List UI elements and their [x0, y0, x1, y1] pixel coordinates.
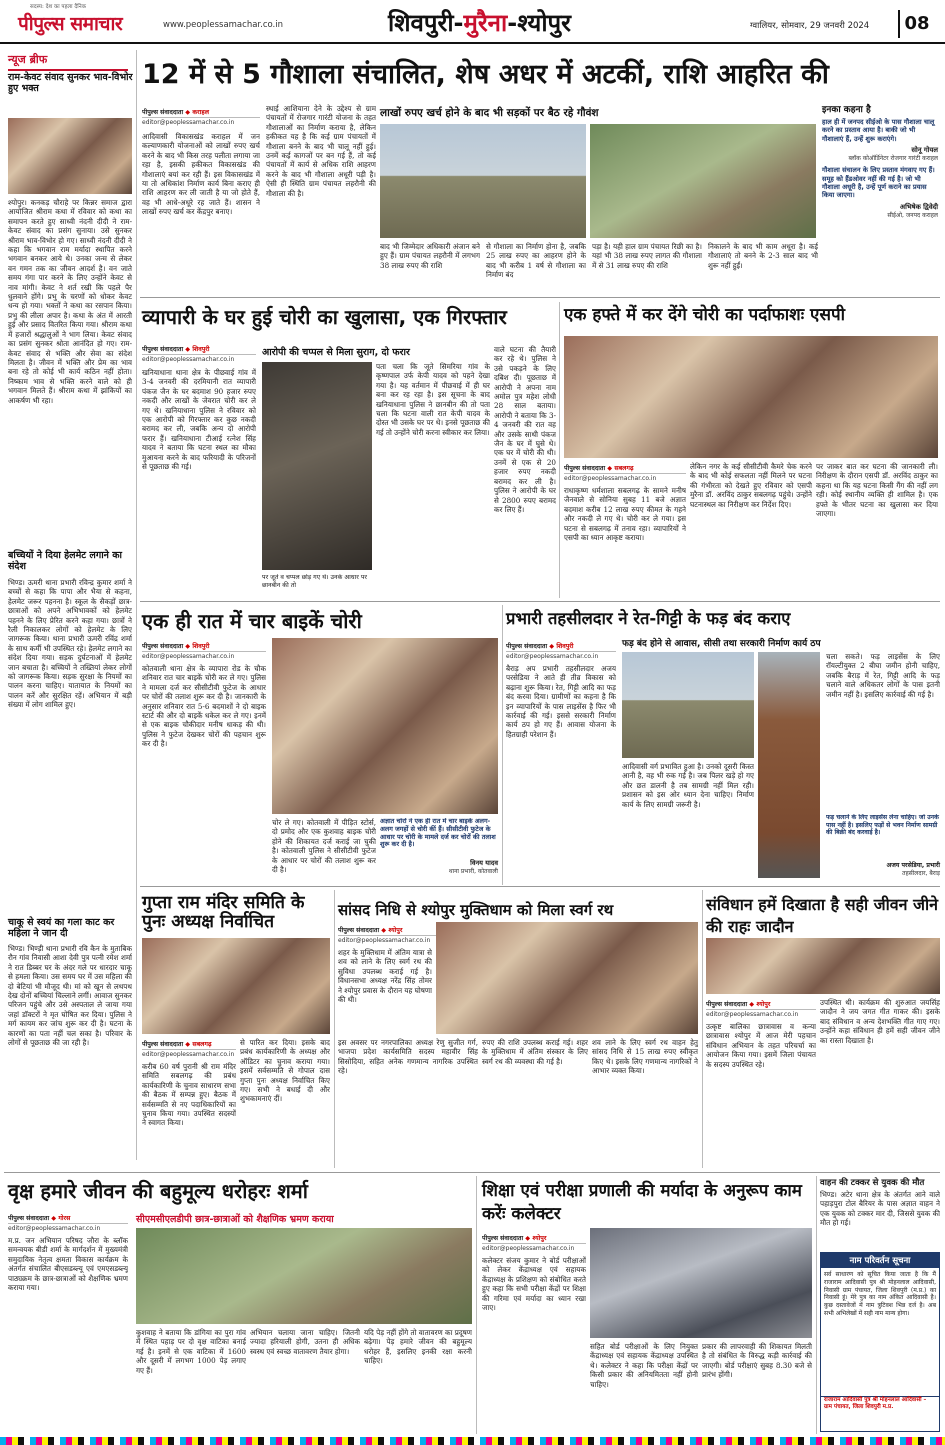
news-brief-label: न्यूज ब्रीफ: [8, 52, 128, 71]
color-registration-strip: [0, 1437, 945, 1445]
story7-byline-name: पीपुल्स संवाददाता: [338, 927, 380, 934]
notice-title: नाम परिवर्तन सूचना: [821, 1253, 939, 1268]
story1-subhead: लाखों रुपए खर्च होने के बाद भी सड़कों पर बैठ रहे गौवंश: [380, 107, 599, 119]
section-title-part-2: मुरैना: [463, 9, 508, 37]
divider-2: [140, 601, 940, 602]
story4-quote-name: विनय यादव: [470, 859, 498, 867]
story9-text-3: अभियान चलाया जाना चाहिए। जितनी ज्यादा हरियाली होगी, उतना ही अधिक स्वस्थ एवं स्वच्छ वातावरण तैयार होगा।: [250, 1328, 360, 1356]
story3-byline: पीपुल्स संवाददाता ◆ सबलगढ़ editor@peoplessamachar.co.in: [564, 462, 686, 483]
divider-v-2: [502, 605, 503, 885]
story2-byline-name: पीपुल्स संवाददाता: [142, 346, 184, 353]
story1-text-3: बाद भी जिम्मेदार अधिकारी अंजान बने हुए हैं। ग्राम पंचायत लहरौनी में लगभग 38 लाख रुपए की राशि: [380, 242, 480, 270]
story6-byline-place: सबलगढ़: [192, 1041, 212, 1048]
story1-text-2: स्थाई आशियाना देने के उद्देश्य से ग्राम पंचायतों में रोजगार गारंटी योजना के तहत गौशालाओं का निर्माण कराया है, लेकिन हकीकत यह है कि कई ग्राम पंचायतों में गौशाला बनने के बाद भी चालू नहीं हुई। उनमें कई कागजों पर बन गई हैं, तो कई पंचायतों में कार्य से अधिक राशि आहरण करने के बाद भी गौशाला अधूरी पड़ी है। ऐसी ही स्थिति ग्राम पंचायत लहरौनी की गौशाला की है।: [266, 104, 376, 198]
story5-quote-name: अजय परसेडिया, प्रभारी: [886, 862, 940, 869]
story1-headline: 12 में से 5 गौशाला संचालित, शेष अधर में अटकीं, राशि आहरित की: [142, 59, 829, 90]
story8-byline: पीपुल्स संवाददाता ◆ श्योपुर editor@peoplessamachar.co.in: [706, 998, 816, 1019]
story5-quote-box: [826, 814, 940, 882]
story1-right-label: इनका कहना है: [822, 105, 871, 115]
story10-byline-name: पीपुल्स संवाददाता: [482, 1235, 524, 1242]
story4-caption-text: अज्ञात चोरों ने एक ही रात में चार बाइकें अलग-अलग जगहों से चोरी कीं हैं। सीसीटीवी फुटेज के आधार पर चोरी के मामले दर्ज कर चोरों की तलाश शुरू कर दी है।: [380, 818, 496, 849]
story8-photo: [706, 938, 940, 994]
story4-photo: [272, 638, 498, 814]
story1-byline-name: पीपुल्स संवाददाता: [142, 109, 184, 116]
story9-photo: [136, 1228, 472, 1324]
dateline: ग्वालियर, सोमवार, 29 जनवरी 2024: [750, 21, 870, 31]
story8-byline-place: श्योपुर: [756, 1001, 771, 1008]
story3-byline-name: पीपुल्स संवाददाता: [564, 465, 606, 472]
story5-text-2: आदिवासी वर्ग प्रभावित हुआ है। उनको दूसरी किस्त आनी है, वह भी रुक गई है। जब पिलर खड़े हो गए और छत डालनी है तब सामग्री नहीं मिल रही। प्रशासन को इस ओर ध्यान देना चाहिए। निर्माण कार्य के लिए सामग्री जरूरी है।: [622, 762, 754, 809]
story5-byline: पीपुल्स संवाददाता ◆ शिवपुरी editor@peoplessamachar.co.in: [506, 640, 616, 661]
story9-text-1: म.प्र. जन अभियान परिषद जौरा के ब्लॉक समन्वयक बीडी शर्मा के मार्गदर्शन में मुख्यमंत्री समुदायिक नेतृत्व क्षमता विकास कार्यक्रम के अंतर्गत संचालित बीएसडब्ल्यू एवं एमएसडब्ल्यू पाठ्यक्रम के छात्र-छात्राओं को शैक्षणिक भ्रमण कराया गया।: [8, 1236, 128, 1293]
story5-quote: फड़ चलाने के लिए लाइसेंस लेना चाहिए। जो उनके पास नहीं है। इसलिए फड़ों से भवन निर्माण सामग्री की बिक्री बंद करवाई है।: [826, 814, 939, 837]
story6-byline-name: पीपुल्स संवाददाता: [142, 1041, 184, 1048]
story7-email: editor@peoplessamachar.co.in: [338, 937, 431, 944]
story2-byline: पीपुल्स संवाददाता ◆ शिवपुरी editor@peoplessamachar.co.in: [142, 343, 256, 364]
notice-text: सर्व साधारण को सूचित किया जाता है कि मैं राजाराम आदिवासी पुत्र श्री मोहनलाल आदिवासी, निवासी ग्राम पंचायत, जिला शिवपुरी (म.प्र.) का निवासी हूं। मेरे पुत्र का नाम अंकित आदिवासी है। कुछ दस्तावेजों में नाम त्रुटिवश भिन्न दर्ज है। अब सभी अभिलेखों में सही नाम मान्य होगा।: [824, 1271, 936, 1317]
divider-3: [140, 886, 940, 887]
story1-email: editor@peoplessamachar.co.in: [142, 119, 235, 126]
story5-text-1: बैराड़ अप प्रभारी तहसीलदार अजय परसेडिया ने आते ही तीव्र विकास को बढ़ाना शुरू किया। रेत, गिट्टी आदि का फड़ बंद करवा दिया। ग्रामीणों का कहना है कि इन व्यापारियों के पास लाइसेंस है फिर भी कार्रवाई की गई। इससे सरकारी निर्माण कार्य ठप हो गए हैं। आवास योजना के हितग्राही परेशान हैं।: [506, 664, 616, 739]
story5-headline: प्रभारी तहसीलदार ने रेत-गिट्टी के फड़ बंद कराए: [506, 609, 791, 628]
logo: पीपुल्स समाचार: [18, 13, 123, 35]
left-column-divider: [136, 50, 137, 1160]
divider-v-1: [559, 302, 560, 598]
story2-text-1: खनियाधाना थाना क्षेत्र के पीछवाई गांव में 3-4 जनवरी की दरमियानी रात व्यापारी पंकज जैन के घर बदमाश 90 हजार रुपए नकदी और लाखों के जेवरात चोरी कर ले गए थे। खनियाधाना पुलिस ने रविवार को एक आरोपी को गिरफ्तार कर कुछ नकदी बरामद कर ली, जबकि अन्य दो आरोपी फरार हैं। खनियाधाना टीआई रत्नेश सिंह यादव ने बताया कि घटना स्थल का मौका मुआयना करने के बाद फरियादी के परिजनों से पूछताछ की गई।: [142, 368, 256, 472]
story10-email: editor@peoplessamachar.co.in: [482, 1245, 575, 1252]
story1-quote-1-role: ब्लॉक कोऑर्डिनेटर रोजगार गारंटी कराहल: [848, 155, 938, 163]
story8-text-2: उपस्थित थी। कार्यक्रम की शुरुआत जयसिंह जादौन ने जय जगत गीत गाकर की। इसके बाद संविधान व अन्य देशभक्ति गीत गाए गए। उन्होंने कहा संविधान ही हमें सही जीवन जीने का रास्ता दिखाता है।: [820, 998, 940, 1045]
story9-email: editor@peoplessamachar.co.in: [8, 1225, 101, 1232]
story8-text-1: उत्कृष्ट बालिका छात्रावास व कन्या छात्रावास श्योपुर में आज मेरी पहचान संविधान अभियान के तहत परिचर्चा का आयोजन किया गया। इसमें जिला पंचायत के सदस्य उपस्थित रहे।: [706, 1022, 816, 1069]
story1-quote-2-role: सीईओ, जनपद कराहल: [887, 211, 938, 219]
story2-headline: व्यापारी के घर हुई चोरी का खुलासा, एक गिरफ्तार: [142, 305, 507, 329]
story4-text-1: कोतवाली थाना क्षेत्र के व्यापारा रोड के चौक शनिवार रात चार बाइकें चोरी कर ले गए। पुलिस ने मामला दर्ज कर सीसीटीवी फुटेज के आधार पर चोरों की तलाश शुरू कर दी है। जानकारी के अनुसार शनिवार रात 5-6 बदमाशों ने दो बाइक स्टार्ट की और दो बाइकें धकेल कर ले गए। इनमें से एक बाइक चौकीदार मनीष धाकड़ की थी। पुलिस ने फुटेज देखकर चोरों की पहचान शुरू कर दी है।: [142, 664, 266, 749]
story10-photo: [590, 1228, 812, 1338]
story4-quote-role: थाना प्रभारी, कोतवाली: [448, 868, 498, 875]
divider-v-4: [702, 890, 703, 1168]
story1-quote-2: गौशाला संचालन के लिए प्रस्ताव मंगवाए गए हैं। समूह को हैंडओवर नहीं की गई है। जो भी गौशाला अधूरी है, उन्हें पूर्ण कराने का प्रयास किया जाएगा।: [822, 166, 935, 200]
story10-text-3: प्रकार की लापरवाही की शिकायत मिलती है तो संबंधित के विरुद्ध कड़ी कार्रवाई की जाएगी। बोर्ड परीक्षाएं सुबह 8.30 बजे से प्रारंभ होंगी।: [702, 1342, 812, 1380]
divider-v-5: [476, 1176, 477, 1434]
story10-headline: शिक्षा एवं परीक्षा प्रणाली की मर्यादा के अनुरूप काम करेंः कलेक्टर: [482, 1181, 802, 1224]
story9-text-2: कुशवाह ने बताया कि डांगिया का पुरा गांव में स्थित पहाड़ पर दो वृक्ष वाटिका बनाई गई है। इनमें से एक वाटिका में 1600 और दूसरी में लगभग 1000 पेड़ लगाए गए हैं।: [136, 1328, 246, 1375]
story10-byline: पीपुल्स संवाददाता ◆ श्योपुर editor@peoplessamachar.co.in: [482, 1232, 586, 1253]
story3-email: editor@peoplessamachar.co.in: [564, 475, 657, 482]
story3-text-3: पर जाकर बात कर घटना की जानकारी ली। निरीक्षण के दौरान एसपी डॉ. अरविंद ठाकुर का कहना था कि यह घटना किसी गैंग की नहीं लग रही। कोई स्थानीय व्यक्ति ही शामिल है। एक हफ्ते के भीतर घटना का खुलासा कर दिया जाएगा।: [816, 462, 938, 519]
logo-tag: सदस्य: देश का पहला दैनिक: [30, 4, 86, 10]
story5-byline-name: पीपुल्स संवाददाता: [506, 643, 548, 650]
page-number: 08: [898, 10, 934, 38]
story7-text-1: शहर के मुक्तिधाम में अंतिम यात्रा से शव को लाने के लिए स्वर्ग रथ की सुविधा उपलब्ध कराई गई है। विधानसभा अध्यक्ष नरेंद्र सिंह तोमर ने श्योपुर प्रवास के दौरान यह घोषणा की थी।: [338, 948, 432, 1005]
notice-footer: राजाराम आदिवासी पुत्र श्री मोहनलाल आदिवासी – ग्राम पंचायत, जिला शिवपुरी म.प्र.: [821, 1396, 939, 1411]
story9-byline: पीपुल्स संवाददाता ◆ गोरस editor@peoplessamachar.co.in: [8, 1212, 128, 1233]
brief-2-headline: बच्चियों ने दिया हेलमेट लगाने का संदेश: [8, 550, 122, 572]
story7-byline-place: श्योपुर: [388, 927, 403, 934]
story4-email: editor@peoplessamachar.co.in: [142, 653, 235, 660]
story6-photo: [142, 938, 330, 1034]
story3-photo: [564, 336, 938, 458]
story3-text-2: लेकिन नगर के कई सीसीटीवी कैमरे चेक करने के बाद भी कोई सफलता नहीं मिलने पर घटना की गंभीरता को देखते हुए रविवार को एसपी मुरैना डॉ. अरविंद ठाकुर सबलगढ़ पहुंचे। उन्होंने घटनास्थल का निरीक्षण कर निर्देश दिए।: [690, 462, 812, 509]
brief-1-headline: राम-केवट संवाद सुनकर भाव-विभोर हुए भक्त: [8, 72, 133, 94]
story9-subhead: सीएमसीएलडीपी छात्र-छात्राओं को शैक्षणिक भ्रमण कराया: [136, 1214, 334, 1225]
story7-text-2: इस अवसर पर नगरपालिका अध्यक्ष रेणु सुजीत गर्ग, भाजपा प्रदेश कार्यसमिति सदस्य महावीर सिंह सिसोदिया, सहित अनेक गणमान्य नागरिक उपस्थित रहे।: [338, 1038, 478, 1076]
section-title-part-3: -श्योपुर: [507, 9, 571, 37]
story2-text-3: वाले घटना की तैयारी कर रहे थे। पुलिस ने उसे पकड़ने के लिए दबिश दी। पूछताछ में आरोपी ने अपना नाम अमोल पुत्र महेश लोधी 28 साल बताया। आरोपी ने बताया कि 3-4 जनवरी की रात वह और उसके साथी पंकज जैन के घर में घुसे थे। एक घर में चोरी की थी। उनमें से एक से 20 हजार रुपए नकदी बरामद कर ली है। पुलिस ने आरोपी के घर से 2800 रुपए बरामद कर लिए हैं।: [494, 345, 556, 514]
story3-headline: एक हफ्ते में कर देंगे चोरी का पर्दाफाशः एसपी: [564, 305, 846, 325]
story5-text-3: चला सकते। फड़ लाइसेंस के लिए रॉयल्टीयुक्त 2 बीघा जमीन होनी चाहिए, जबकि बैराड़ में रेत, गिट्टी आदि के फड़ चलाने वाले अधिकतर लोगों के पास इतनी जमीन नहीं है। इसलिए कार्रवाई की गई है।: [826, 652, 940, 699]
name-change-notice: [820, 1252, 940, 1432]
story2-caption: पर जूते व चप्पल छोड़ गए थे। उनके आधार पर छानबीन की तो: [262, 574, 368, 589]
story6-text-2: से पारित कर दिया। इसके बाद प्रबंध कार्यकारिणी के अध्यक्ष और ऑडिटर का चुनाव कराया गया। इसमें सर्वसम्मति से गोपाल दास गुप्ता पुनः अध्यक्ष निर्वाचित किए गए। सभी ने बधाई दी और शुभकामनाएं दीं।: [240, 1038, 330, 1104]
story5-photo-2: [758, 652, 820, 878]
story4-byline-place: शिवपुरी: [192, 643, 210, 650]
story10-text-2: सहित बोर्ड परीक्षाओं के लिए नियुक्त केंद्राध्यक्ष एवं सहायक केंद्राध्यक्ष उपस्थित थे। कलेक्टर ने कहा कि परीक्षा केंद्रों पर किसी प्रकार की अनियमितता नहीं होनी चाहिए।: [590, 1342, 698, 1389]
story7-headline: सांसद निधि से श्योपुर मुक्तिधाम को मिला स्वर्ग रथ: [338, 901, 614, 919]
story7-byline: पीपुल्स संवाददाता ◆ श्योपुर editor@peoplessamachar.co.in: [338, 924, 478, 945]
story5-byline-place: शिवपुरी: [556, 643, 574, 650]
story11-headline: वाहन की टक्कर से युवक की मौत: [820, 1178, 925, 1188]
story2-subhead: आरोपी की चप्पल से मिला सुराग, दो फरार: [262, 347, 410, 358]
story9-byline-name: पीपुल्स संवाददाता: [8, 1215, 50, 1222]
story2-byline-place: शिवपुरी: [192, 346, 210, 353]
story8-email: editor@peoplessamachar.co.in: [706, 1011, 799, 1018]
story1-quotes-box: [822, 102, 938, 292]
divider-v-3: [334, 890, 335, 1168]
story10-text-1: कलेक्टर संजय कुमार ने बोर्ड परीक्षाओं को लेकर केंद्राध्यक्ष एवं सहायक केंद्राध्यक्ष के प्रशिक्षण को संबोधित करते हुए कहा कि सभी परीक्षा केंद्रों पर शिक्षा की गरिमा एवं मर्यादा का ध्यान रखा जाए।: [482, 1256, 586, 1313]
story8-byline-name: पीपुल्स संवाददाता: [706, 1001, 748, 1008]
story1-quote-1: हाल ही में जनपद सीईओ के पास गौशाला चालू करने का प्रस्ताव आया है। बाकी जो भी गौशालाएं हैं, उन्हें शुरू कराएंगे।: [822, 118, 935, 143]
masthead: [0, 0, 945, 44]
story9-headline: वृक्ष हमारे जीवन की बहुमूल्य धरोहरः शर्मा: [8, 1179, 308, 1203]
story4-text-2: चोर ले गए। कोतवाली में पीड़ित स्टोर्स, दो प्रमोद और एक कुशवाह बाइक चोरी होने की शिकायत दर्ज कराई जा चुकी है। कोतवाली पुलिस ने सीसीटीवी फुटेज के आधार पर चोरों की तलाश शुरू कर दी है।: [272, 818, 376, 875]
story4-headline: एक ही रात में चार बाइकें चोरी: [142, 609, 362, 633]
story3-text-1: राधाकृष्ण धर्मशाला सबलगढ़ के सामने मनीष जैनवाले से सोनिया सुबह 11 बजे अज्ञात बदमाश करीब 12 लाख रुपए कीमत के गहने और नकदी ले गए थे। चोरी कर ले गया। इस घटना से सबलगढ़ में तनाव रहा। व्यापारियों ने एसपी का ध्यान आकृष्ट कराया।: [564, 486, 686, 543]
story5-photo-1: [622, 652, 754, 758]
brief-1-text: श्योपुर। कनकड़ चौराहे पर किन्नर समाज द्वारा आयोजित श्रीराम कथा में रविवार को कथा का समापन करते हुए साध्वी नंदनी दीदी ने राम-केवट संवाद का प्रसंग सुनाया। उसे सुनकर श्रीराम भाव-विभोर हो गए। साध्वी नंदनी दीदी ने कहा कि भगवान राम मर्यादा स्थापित करने भगवान बनकर आये थे। उनका जन्म से लेकर वन गमन तक का जीवन आदर्श है। वन जाते समय गंगा पार करने के लिए उन्होंने केवट से नाव मांगी। केवट ने शर्त रखी कि पहले पैर धुलवाने होंगे। प्रभु के चरणों को धोकर केवट धन्य हो गया। भक्तों ने कथा का रसपान किया। प्रभु की लीला अपार है। कथा के अंत में आरती हुई और प्रसाद वितरित किया गया। श्रीराम कथा में हजारों श्रद्धालुओं ने भाग लिया। केवट संवाद का प्रसंग सुनकर श्रोता आनंदित हो गए। राम-केवट संवाद से भक्ति और सेवा का संदेश मिलता है। जीवन में भक्ति और प्रेम का भाव बना रहे तो कोई भी कार्य कठिन नहीं होता। निष्काम भाव से भक्ति करने वाले को ही भगवान मिलते हैं। श्रीराम कथा में झांकियों का आकर्षण भी रहा।: [8, 198, 132, 405]
brief-3-text: भिण्ड। भिण्ड़ी थाना प्रभारी रवि कैन के मुताबिक रौन गांव निवासी आशा देवी पुत्र पत्नी रमेश शर्मा ने रात डिब्बर घर के अंदर गले पर धारदार चाकू से हमला किया। उस समय घर में उस महिला की दो बेटियां भी मौजूद थी। मां को खून से लथपथ देख दोनों बच्चियां चिल्लाने लगीं। आवाज सुनकर परिजन पहुंचे और उसे अस्पताल ले जाया गया जहां डॉक्टरों ने मृत घोषित कर दिया। पुलिस ने मर्ग कायम कर जांच शुरू कर दी है। घटना के कारणों का पता नहीं चल सका है। परिवार के लोगों से पूछताछ की जा रही है।: [8, 944, 132, 1048]
story1-text-4: से गौशाला का निर्माण होना है, जबकि 25 लाख रुपए का आहरण होने के बाद भी करीब 1 वर्ष से गौशाला का निर्माण बंद: [486, 242, 586, 280]
story6-headline: गुप्ता राम मंदिर समिति के पुनः अध्यक्ष निर्वाचित: [142, 893, 305, 933]
story1-photo-2: [590, 124, 816, 238]
website-link[interactable]: www.peoplessamachar.co.in: [163, 20, 284, 30]
brief-2-text: भिण्ड। ऊमरी थाना प्रभारी रविन्द्र कुमार शर्मा ने बच्चों से कहा कि पापा और भैया से कहना, हेलमेट जरूर पहनना है। स्कूल के सैकड़ों छात्र-छात्राओं को अपने अभिभावकों को हेलमेट पहनने के लिए प्रेरित करने कहा गया। छात्रों ने रैली निकालकर लोगों को हेलमेट के लिए जागरूक किया। थाना प्रभारी ऊमरी रविंद्र शर्मा के साथ कर्मी भी उपस्थित रहे। हेलमेट लगाने का संदेश दिया गया। सड़क दुर्घटनाओं में हेलमेट जान बचाता है। बच्चियों ने तख्तियां लेकर लोगों को जागरूक किया। सड़क सुरक्षा के नियमों का पालन करना चाहिए। यातायात के नियमों का पालन करें और सुरक्षित रहें। अभियान में बड़ी संख्या में लोग शामिल हुए।: [8, 578, 132, 710]
story1-text-6: निकालने के बाद भी काम अधूरा है। कई गौशालाएं तो बनने के 2-3 साल बाद भी शुरू नहीं हुईं।: [708, 242, 818, 270]
story6-text-1: करीब 60 वर्ष पुरानी श्री राम मंदिर समिति सबलगढ़ की प्रबंध कार्यकारिणी के चुनाव साधारण सभा की बैठक में सम्पन्न हुए। बैठक में सर्वसम्मति से नए पदाधिकारियों का चुनाव किया गया। उपस्थित सदस्यों ने स्वागत किया।: [142, 1062, 236, 1128]
story8-headline: संविधान हमें दिखाता है सही जीवन जीने की राहः जादौन: [706, 895, 938, 936]
story10-byline-place: श्योपुर: [532, 1235, 547, 1242]
story4-byline: पीपुल्स संवाददाता ◆ शिवपुरी editor@peoplessamachar.co.in: [142, 640, 266, 661]
story1-byline-place: कराहल: [192, 109, 209, 116]
story7-text-3: शव लाने के लिए स्वर्ग रथ वाहन हेतु सांसद निधि से 15 लाख रुपए स्वीकृत किए थे। इसके लिए गणमान्य नागरिकों ने आभार व्यक्त किया।: [592, 1038, 698, 1076]
story1-quote-2-name: अभिषेक द्विवेदी: [899, 202, 938, 211]
divider-4: [4, 1172, 940, 1173]
section-title-part-1: शिवपुरी-: [388, 9, 464, 37]
story9-byline-place: गोरस: [58, 1215, 71, 1222]
story6-email: editor@peoplessamachar.co.in: [142, 1051, 235, 1058]
story1-photo-1: [380, 124, 586, 238]
story2-photo: [262, 362, 372, 570]
story2-email: editor@peoplessamachar.co.in: [142, 356, 235, 363]
brief-1-photo: [8, 118, 132, 194]
divider-v-6: [816, 1176, 817, 1434]
divider-1: [140, 297, 940, 298]
story1-quote-1-name: सोनू गोयल: [911, 146, 938, 155]
story6-byline: पीपुल्स संवाददाता ◆ सबलगढ़ editor@peoplessamachar.co.in: [142, 1038, 236, 1059]
story1-byline: पीपुल्स संवाददाता ◆ कराहल editor@peoplessamachar.co.in: [142, 106, 260, 127]
story4-byline-name: पीपुल्स संवाददाता: [142, 643, 184, 650]
story2-text-2: पता चला कि जूते सिमरिया गांव के कृष्णपाल उर्फ केपी यादव को पहने देखा गया है। यह वर्तमान में पीछवाई में ही घर बना कर रह रहा है। इस सूचना के बाद खनियाधाना पुलिस ने छानबीन की तो पता चला कि घटना वाली रात केपी यादव के दोस्त भी उसके घर पर थे। इनसे पूछताछ की गई तो उन्होंने चोरी करना स्वीकार कर लिया।: [376, 362, 490, 437]
story4-caption-box: [380, 818, 498, 882]
story3-byline-place: सबलगढ़: [614, 465, 634, 472]
story7-caption: रुपए की राशि उपलब्ध कराई गई। शहर के मुक्तिधाम में अंतिम संस्कार के लिए स्वर्ग रथ की व्यवस्था की गई है।: [482, 1038, 588, 1066]
story9-text-4: यदि पेड़ नहीं होंगे तो वातावरण का प्रदूषण बढ़ेगा। पेड़ हमारे जीवन की बहुमूल्य धरोहर हैं, इसलिए इनकी रक्षा करनी चाहिए।: [364, 1328, 472, 1366]
story5-subhead: फड़ बंद होने से आवास, सीसी तथा सरकारी निर्माण कार्य ठप: [622, 639, 821, 649]
story1-text-5: पड़ा है। यही हाल ग्राम पंचायत रिछी का है। यहां भी 38 लाख रुपए लागत की गौशाला में से 31 लाख रुपए की राशि: [592, 242, 702, 270]
story1-text-1: आदिवासी विकासखंड कराहल में जन कल्याणकारी योजनाओं को लाखों रुपए खर्च करने के बाद भी किस तरह पलीता लगाया जा रहा है, इसकी हकीकत विकासखंड की गौशालाएं बयां कर रही हैं। इस विकासखंड में या तो अधिकांश निर्माण कार्य बिना कराए ही राशि आहरण कर ली जाती है या जो होते हैं, वह भी आधे-अधूरे रह जाते हैं। शासन ने लाखों रुपए खर्च कर केंद्रपुर बनाए।: [142, 132, 260, 217]
brief-3-headline: चाकू से स्वयं का गला काट कर महिला ने जान दी: [8, 917, 115, 939]
story11-text: भिण्ड। अटेर थाना क्षेत्र के अंतर्गत आने वाले पहाड़पुरा टोल बैरियर के पास अज्ञात वाहन ने एक युवक को टक्कर मार दी, जिससे युवक की मौत हो गई।: [820, 1190, 940, 1228]
story5-email: editor@peoplessamachar.co.in: [506, 653, 599, 660]
story7-photo: [436, 922, 698, 1034]
section-title: [388, 6, 571, 39]
story5-quote-role: तहसीलदार, बैराड़: [902, 870, 940, 877]
